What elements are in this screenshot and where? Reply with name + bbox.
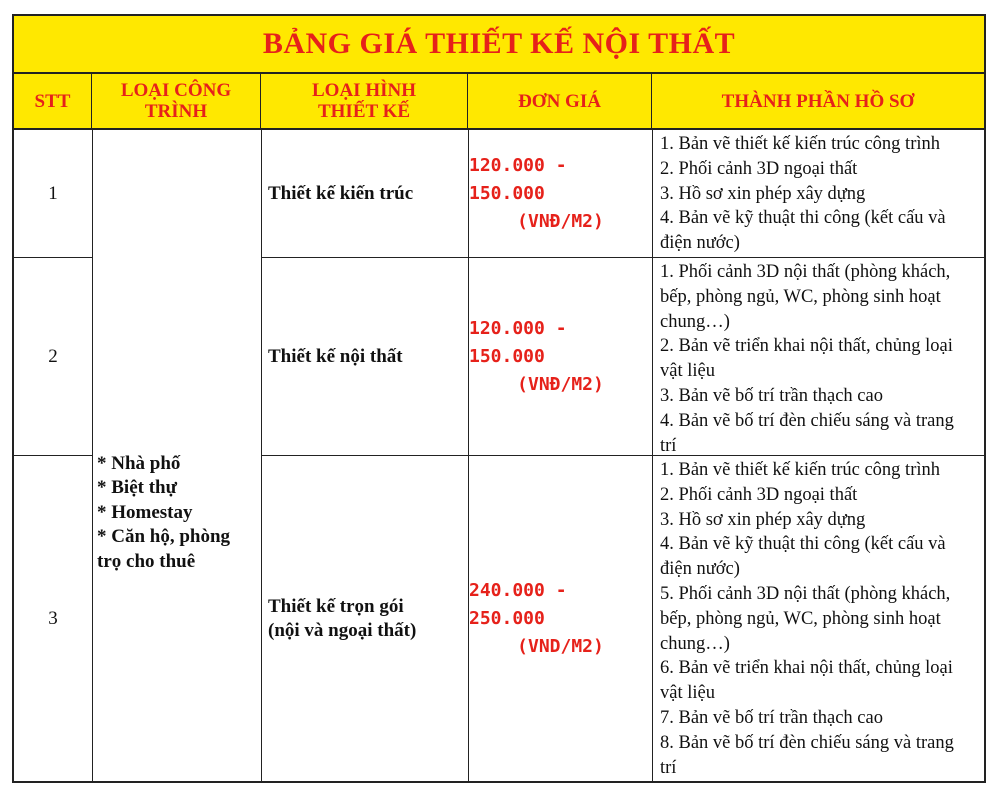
building-type-item: trọ cho thuê xyxy=(97,550,196,572)
table-title-bar xyxy=(14,16,984,74)
price-unit: (VNĐ/M2) xyxy=(517,210,604,232)
document-line: 1. Bản vẽ thiết kế kiến trúc công trình xyxy=(660,460,940,480)
document-line: 3. Hồ sơ xin phép xây dựng xyxy=(660,509,866,530)
document-line: 2. Phối cảnh 3D ngoại thất xyxy=(660,158,858,179)
document-line: điện nước) xyxy=(660,233,740,254)
header-design-type-line: THIẾT KẾ xyxy=(317,101,411,122)
table-row-2-price xyxy=(469,258,652,455)
price-table xyxy=(12,14,986,783)
table-row-2-documents xyxy=(653,258,984,455)
building-type-item: * Nhà phố xyxy=(97,452,181,474)
document-line: bếp, phòng ngủ, WC, phòng sinh hoạt xyxy=(660,608,941,629)
document-line: 5. Phối cảnh 3D nội thất (phòng khách, xyxy=(660,583,951,604)
header-building-type-line: LOẠI CÔNG xyxy=(120,80,232,101)
document-line: 4. Bản vẽ kỹ thuật thi công (kết cấu và xyxy=(660,208,946,229)
document-line: 7. Bản vẽ bố trí trần thạch cao xyxy=(660,707,883,728)
header-design-type-line: LOẠI HÌNH xyxy=(312,80,416,101)
price-unit: (VND/M2) xyxy=(517,635,604,657)
header-building-type-line: TRÌNH xyxy=(144,101,208,122)
header-unit-price: ĐƠN GIÁ xyxy=(468,74,652,128)
table-row-1-price xyxy=(469,130,652,257)
document-line: điện nước) xyxy=(660,559,740,580)
price-range: 240.000 - 250.000 xyxy=(469,579,567,629)
document-line: 3. Bản vẽ bố trí trần thạch cao xyxy=(660,385,883,406)
table-title: BẢNG GIÁ THIẾT KẾ NỘI THẤT xyxy=(262,27,736,60)
document-line: 6. Bản vẽ triển khai nội thất, chủng loại xyxy=(660,658,953,679)
table-row-1-stt: 1 xyxy=(48,182,58,204)
document-line: chung…) xyxy=(660,633,730,654)
header-building-type xyxy=(92,74,261,128)
design-type-line: (nội và ngoại thất) xyxy=(268,619,417,641)
table-row-3-design-type xyxy=(262,456,468,781)
document-line: 4. Bản vẽ bố trí đèn chiếu sáng và trang xyxy=(660,410,954,431)
table-row-3-stt: 3 xyxy=(48,607,58,629)
document-line: 2. Bản vẽ triển khai nội thất, chủng loại xyxy=(660,336,953,357)
price-range: 120.000 - 150.000 xyxy=(469,317,567,367)
building-type-item: * Biệt thự xyxy=(97,477,178,499)
design-type-line: Thiết kế kiến trúc xyxy=(268,182,414,204)
header-design-type xyxy=(261,74,468,128)
building-type-item: * Căn hộ, phòng xyxy=(97,526,231,548)
table-row-1-documents xyxy=(653,130,984,257)
price-range: 120.000 - 150.000 xyxy=(469,154,567,204)
document-line: 4. Bản vẽ kỹ thuật thi công (kết cấu và xyxy=(660,534,946,555)
document-line: chung…) xyxy=(660,311,730,332)
header-row xyxy=(14,74,984,130)
table-row-2-design-type xyxy=(262,258,468,455)
table-row-1-design-type xyxy=(262,130,468,257)
price-unit: (VNĐ/M2) xyxy=(517,373,604,395)
document-line: 1. Phối cảnh 3D nội thất (phòng khách, xyxy=(660,262,951,282)
document-line: trí xyxy=(660,757,677,778)
building-type-item: * Homestay xyxy=(97,501,193,523)
document-line: 2. Phối cảnh 3D ngoại thất xyxy=(660,484,858,505)
document-line: vật liệu xyxy=(660,683,715,704)
table-row-3-documents xyxy=(653,456,984,781)
header-documents: THÀNH PHẦN HỒ SƠ xyxy=(721,90,915,112)
document-line: 8. Bản vẽ bố trí đèn chiếu sáng và trang xyxy=(660,732,954,753)
document-line: trí xyxy=(660,435,677,456)
design-type-line: Thiết kế nội thất xyxy=(268,345,403,367)
document-line: bếp, phòng ngủ, WC, phòng sinh hoạt xyxy=(660,286,941,307)
document-line: vật liệu xyxy=(660,361,715,382)
table-row-3-price xyxy=(469,456,652,781)
table-row-2-stt: 2 xyxy=(48,345,58,367)
document-line: 1. Bản vẽ thiết kế kiến trúc công trình xyxy=(660,134,940,154)
building-type-cell xyxy=(93,130,261,781)
design-type-line: Thiết kế trọn gói xyxy=(268,595,404,617)
header-stt: STT xyxy=(14,74,92,128)
document-line: 3. Hồ sơ xin phép xây dựng xyxy=(660,183,866,204)
